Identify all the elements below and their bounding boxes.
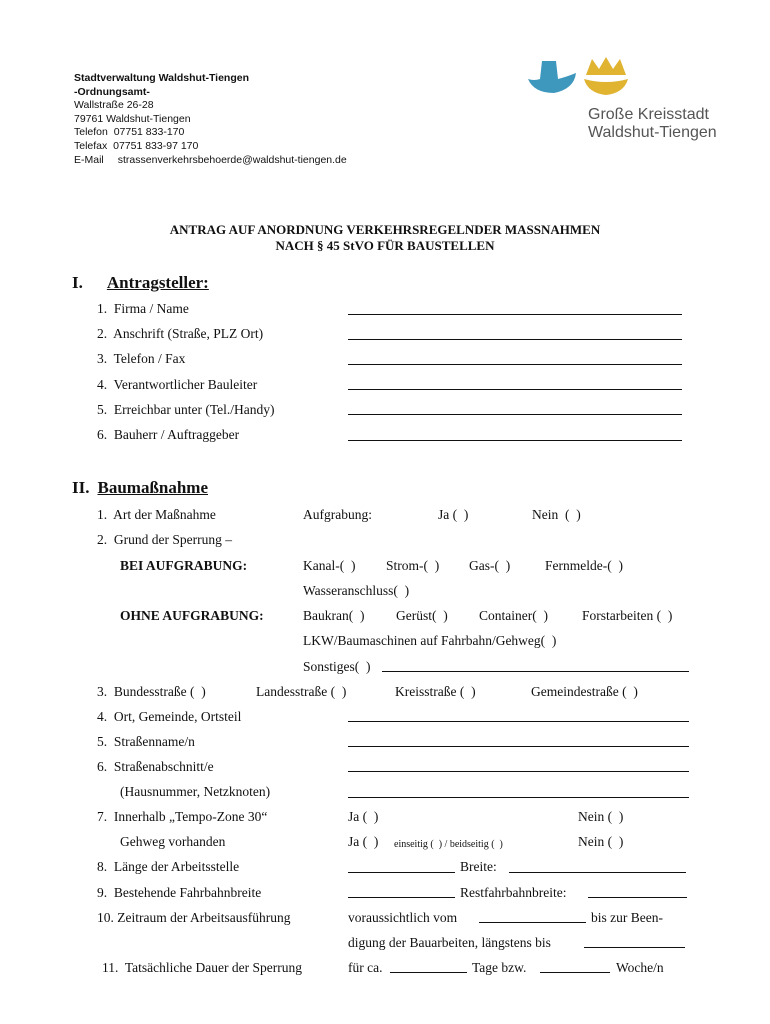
ohne-aufgrabung: OHNE AUFGRABUNG: <box>120 608 264 623</box>
s1-field-3[interactable] <box>348 364 682 365</box>
strom-option[interactable]: Strom-( ) <box>386 558 440 573</box>
aufgrabung-nein[interactable]: Nein ( ) <box>532 507 581 522</box>
bei-aufgrabung: BEI AUFGRABUNG: <box>120 558 248 573</box>
landesstrasse-option[interactable]: Landesstraße ( ) <box>256 684 347 699</box>
dauer-label: 11. Tatsächliche Dauer der Sperrung <box>102 960 302 975</box>
ort-label: 4. Ort, Gemeinde, Ortsteil <box>97 709 242 724</box>
gehweg-ja[interactable]: Ja ( ) <box>348 834 379 849</box>
s1-item-3: 3. Telefon / Fax <box>97 351 186 366</box>
strassenname-label: 5. Straßenname/n <box>97 734 195 749</box>
s1-item-2: 2. Anschrift (Straße, PLZ Ort) <box>97 326 264 341</box>
email-address: strassenverkehrsbehoerde@waldshut-tiengen.de <box>117 153 347 166</box>
email-label: E-Mail <box>74 153 104 166</box>
breite-label: Breite: <box>460 859 497 874</box>
logo-line2: Waldshut-Tiengen <box>588 124 717 141</box>
s1-field-6[interactable] <box>348 440 682 441</box>
city: 79761 Waldshut-Tiengen <box>74 112 191 125</box>
lkw-option[interactable]: LKW/Baumaschinen auf Fahrbahn/Gehweg( ) <box>303 633 557 648</box>
breite-field[interactable] <box>509 872 686 873</box>
s1-item-1: 1. Firma / Name <box>97 301 189 316</box>
tempo-nein[interactable]: Nein ( ) <box>578 809 624 824</box>
s1-field-1[interactable] <box>348 314 682 315</box>
forst-option[interactable]: Forstarbeiten ( ) <box>582 608 673 623</box>
fuer-label: für ca. <box>348 960 383 975</box>
tempo-label: 7. Innerhalb „Tempo-Zone 30“ <box>97 809 268 824</box>
section1-title: Antragsteller: <box>106 273 209 292</box>
gehweg-nein[interactable]: Nein ( ) <box>578 834 624 849</box>
gemeindestrasse-option[interactable]: Gemeindestraße ( ) <box>531 684 638 699</box>
laenge-label: 8. Länge der Arbeitsstelle <box>97 859 240 874</box>
laenge-field[interactable] <box>348 872 455 873</box>
strassenabschnitt-label: 6. Straßenabschnitt/e <box>97 759 214 774</box>
fax: Telefax 07751 833-97 170 <box>74 139 199 152</box>
section2-title: Baumaßnahme <box>97 478 209 497</box>
gehweg-label: Gehweg vorhanden <box>120 834 226 849</box>
tage-label: Tage bzw. <box>472 960 527 975</box>
geruest-option[interactable]: Gerüst( ) <box>396 608 448 623</box>
section2-num: II. <box>72 478 90 497</box>
hausnummer-field[interactable] <box>348 797 689 798</box>
logo-text <box>588 106 717 142</box>
section2-heading <box>72 478 208 498</box>
gehweg-seitig[interactable]: einseitig ( ) / beidseitig ( ) <box>394 839 503 850</box>
container-option[interactable]: Container( ) <box>479 608 548 623</box>
woche-label: Woche/n <box>616 960 664 975</box>
s1-field-2[interactable] <box>348 339 682 340</box>
bis-label: bis zur Been- <box>591 910 663 925</box>
hausnummer-label: (Hausnummer, Netzknoten) <box>120 784 271 799</box>
strassenabschnitt-field[interactable] <box>348 771 689 772</box>
s1-field-5[interactable] <box>348 414 682 415</box>
section1-num: I. <box>72 273 83 292</box>
restfahrbahn-label: Restfahrbahnbreite: <box>460 885 567 900</box>
fernmelde-option[interactable]: Fernmelde-( ) <box>545 558 623 573</box>
street: Wallstraße 26-28 <box>74 99 154 112</box>
zeitraum-label: 10. Zeitraum der Arbeitsausführung <box>97 910 291 925</box>
wasser-option[interactable]: Wasseranschluss( ) <box>303 583 410 598</box>
email-row <box>74 154 347 168</box>
logo-line1: Große Kreisstadt <box>588 106 709 123</box>
vom-label: voraussichtlich vom <box>348 910 458 925</box>
s1-field-4[interactable] <box>348 389 682 390</box>
strassenname-field[interactable] <box>348 746 689 747</box>
aufgrabung-ja[interactable]: Ja ( ) <box>438 507 469 522</box>
art-label: 1. Art der Maßnahme <box>97 507 216 522</box>
phone: Telefon 07751 833-170 <box>74 126 185 139</box>
dept-name: -Ordnungsamt- <box>74 85 150 98</box>
form-title <box>0 222 770 254</box>
s1-item-6: 6. Bauherr / Auftraggeber <box>97 427 240 442</box>
fahrbahnbreite-field[interactable] <box>348 897 455 898</box>
tage-field[interactable] <box>390 972 467 973</box>
city-logo-icon <box>526 55 646 103</box>
header-address <box>74 72 347 167</box>
fahrbahnbreite-label: 9. Bestehende Fahrbahnbreite <box>97 885 262 900</box>
kanal-option[interactable]: Kanal-( ) <box>303 558 356 573</box>
s1-item-5: 5. Erreichbar unter (Tel./Handy) <box>97 402 275 417</box>
baukran-option[interactable]: Baukran( ) <box>303 608 365 623</box>
woche-field[interactable] <box>540 972 610 973</box>
kreisstrasse-option[interactable]: Kreisstraße ( ) <box>395 684 476 699</box>
section1-heading <box>72 273 209 293</box>
ort-field[interactable] <box>348 721 689 722</box>
bundesstrasse-option[interactable]: 3. Bundesstraße ( ) <box>97 684 206 699</box>
laengstens-field[interactable] <box>584 947 685 948</box>
title-line2: NACH § 45 StVO FÜR BAUSTELLEN <box>275 238 495 253</box>
org-name: Stadtverwaltung Waldshut-Tiengen <box>74 72 250 84</box>
tempo-ja[interactable]: Ja ( ) <box>348 809 379 824</box>
digung-label: digung der Bauarbeiten, längstens bis <box>348 935 551 950</box>
title-line1: ANTRAG AUF ANORDNUNG VERKEHRSREGELNDER MASSNAHMEN <box>169 222 601 237</box>
s1-item-4: 4. Verantwortlicher Bauleiter <box>97 377 258 392</box>
gas-option[interactable]: Gas-( ) <box>469 558 511 573</box>
vom-field[interactable] <box>479 922 586 923</box>
sonstiges-option[interactable]: Sonstiges( ) <box>303 659 371 674</box>
aufgrabung-label: Aufgrabung: <box>303 507 372 522</box>
grund-label: 2. Grund der Sperrung – <box>97 532 232 547</box>
sonstiges-field[interactable] <box>382 671 689 672</box>
restfahrbahn-field[interactable] <box>588 897 687 898</box>
